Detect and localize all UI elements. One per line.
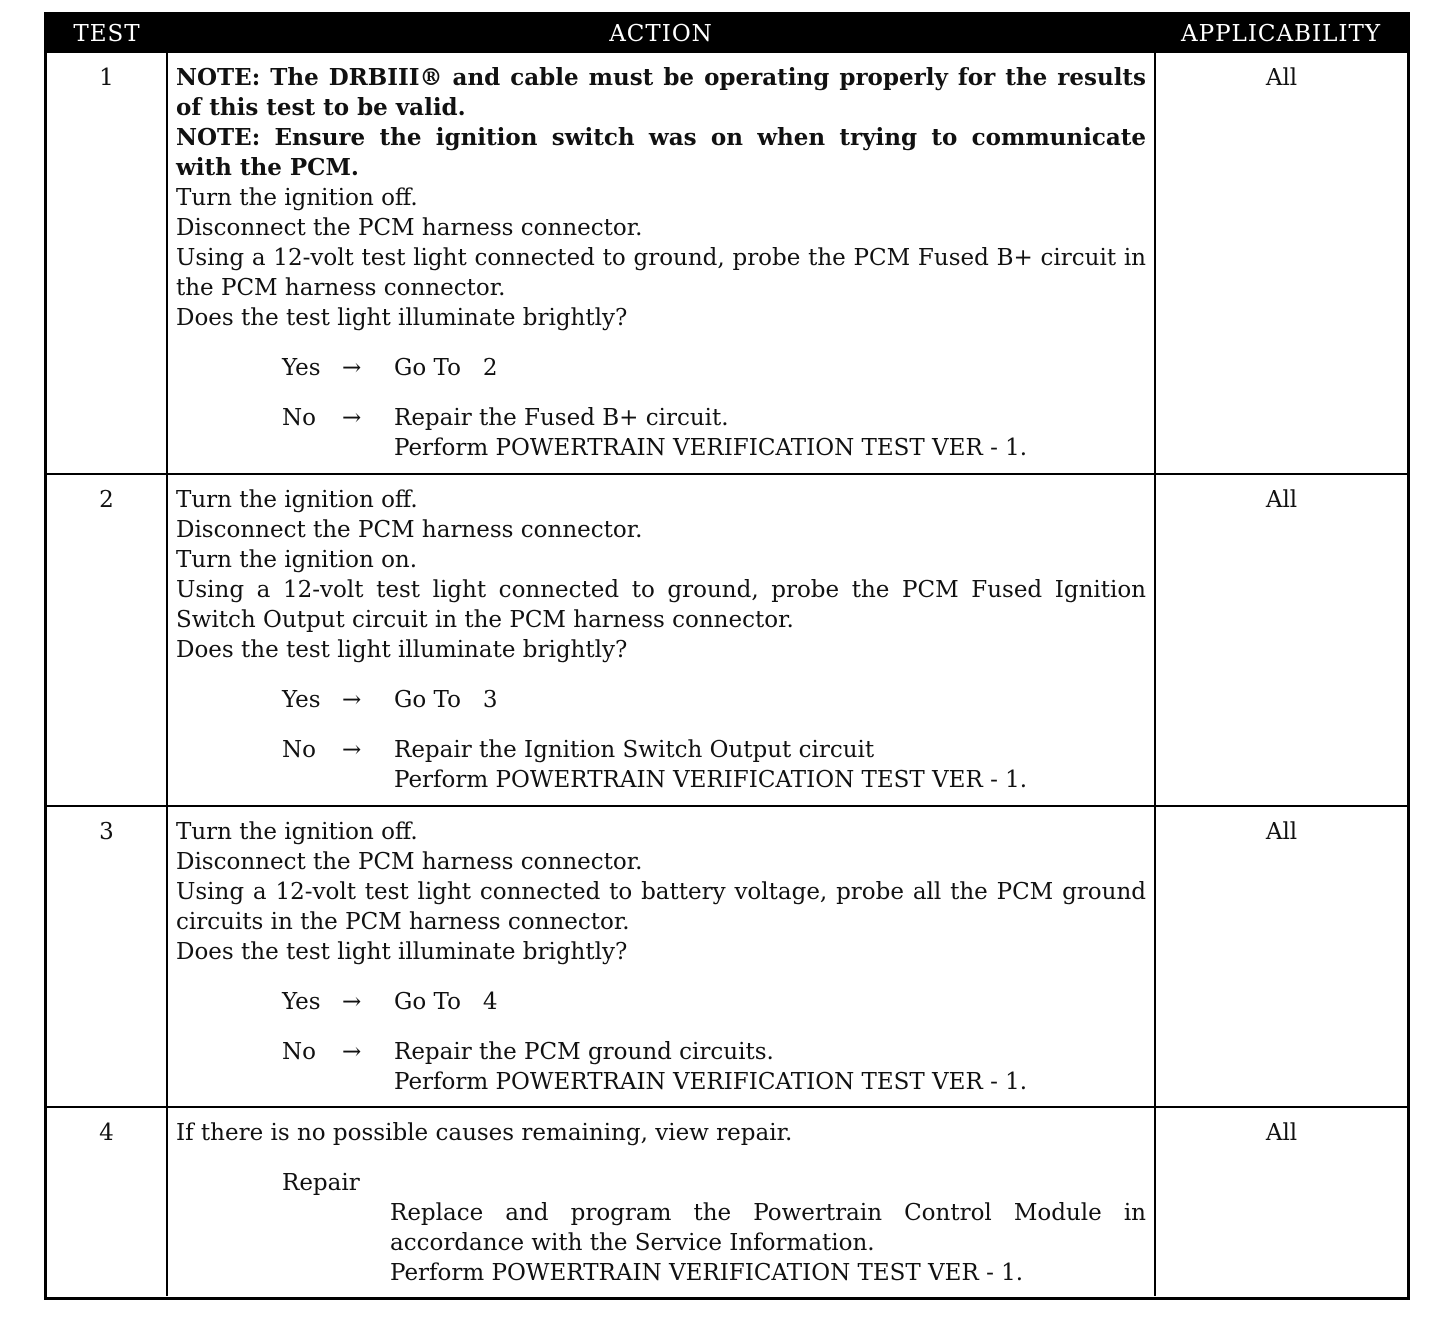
- repair-instruction: Replace and program the Powertrain Control Module in accordance with the Service Information.: [390, 1200, 1146, 1256]
- header-test: TEST: [47, 15, 167, 53]
- arrow-icon: →: [342, 1039, 362, 1065]
- yes-outcome: Go To 4: [394, 989, 498, 1015]
- step-text: If there is no possible causes remaining, view repair.: [176, 1120, 793, 1146]
- arrow-icon: →: [342, 989, 362, 1015]
- step-text: Using a 12-volt test light connected to ground, probe the PCM Fused Ignition Switch Output circuit in the PCM harness connector.: [176, 577, 1146, 633]
- diagnostic-table: [47, 15, 1407, 1296]
- applicability-value: All: [1155, 53, 1407, 474]
- verification-step: Perform POWERTRAIN VERIFICATION TEST VER - 1.: [394, 767, 1028, 793]
- test-number: 1: [47, 53, 167, 474]
- yes-response: [176, 987, 1146, 1017]
- test-number: 3: [47, 806, 167, 1107]
- step-text: Using a 12-volt test light connected to ground, probe the PCM Fused B+ circuit in the PCM harness connector.: [176, 245, 1146, 301]
- step-text: Disconnect the PCM harness connector.: [176, 215, 643, 241]
- test-number: 2: [47, 474, 167, 806]
- step-text: Does the test light illuminate brightly?: [176, 305, 628, 331]
- no-label: No: [282, 405, 316, 431]
- yes-response: [176, 685, 1146, 715]
- arrow-icon: →: [342, 405, 362, 431]
- step-text: Does the test light illuminate brightly?: [176, 637, 628, 663]
- test-number: 4: [47, 1107, 167, 1296]
- action-cell: [167, 53, 1155, 474]
- step-text: Using a 12-volt test light connected to battery voltage, probe all the PCM ground circuits in the PCM harness connector.: [176, 879, 1146, 935]
- step-text: Turn the ignition on.: [176, 547, 418, 573]
- table-row: [47, 474, 1407, 806]
- table-row: [47, 1107, 1407, 1296]
- yes-response: [176, 353, 1146, 383]
- header-applicability: APPLICABILITY: [1155, 15, 1407, 53]
- step-text: Turn the ignition off.: [176, 819, 418, 845]
- action-cell: [167, 1107, 1155, 1296]
- arrow-icon: →: [342, 737, 362, 763]
- no-response: [176, 1037, 1146, 1097]
- step-text: Turn the ignition off.: [176, 185, 418, 211]
- step-text: Disconnect the PCM harness connector.: [176, 517, 643, 543]
- no-outcome: Repair the Fused B+ circuit.: [394, 405, 729, 431]
- verification-step: Perform POWERTRAIN VERIFICATION TEST VER - 1.: [394, 435, 1028, 461]
- step-text: Disconnect the PCM harness connector.: [176, 849, 643, 875]
- header-action: ACTION: [167, 15, 1155, 53]
- arrow-icon: →: [342, 687, 362, 713]
- note-text: NOTE: The DRBIII® and cable must be operating properly for the results of this test to be valid.: [176, 64, 1146, 121]
- yes-label: Yes: [282, 989, 321, 1015]
- yes-outcome: Go To 2: [394, 355, 498, 381]
- action-cell: [167, 474, 1155, 806]
- repair-section: [176, 1168, 1146, 1288]
- yes-outcome: Go To 3: [394, 687, 498, 713]
- applicability-value: All: [1155, 1107, 1407, 1296]
- arrow-icon: →: [342, 355, 362, 381]
- step-text: Turn the ignition off.: [176, 487, 418, 513]
- yes-label: Yes: [282, 687, 321, 713]
- no-outcome: Repair the Ignition Switch Output circuit: [394, 737, 875, 763]
- no-response: [176, 403, 1146, 463]
- no-response: [176, 735, 1146, 795]
- no-label: No: [282, 1039, 316, 1065]
- note-text: NOTE: Ensure the ignition switch was on when trying to communicate with the PCM.: [176, 124, 1146, 181]
- action-cell: [167, 806, 1155, 1107]
- step-text: Does the test light illuminate brightly?: [176, 939, 628, 965]
- verification-step: Perform POWERTRAIN VERIFICATION TEST VER - 1.: [394, 1069, 1028, 1095]
- repair-label: Repair: [282, 1170, 360, 1196]
- no-label: No: [282, 737, 316, 763]
- no-outcome: Repair the PCM ground circuits.: [394, 1039, 774, 1065]
- applicability-value: All: [1155, 474, 1407, 806]
- table-row: [47, 806, 1407, 1107]
- applicability-value: All: [1155, 806, 1407, 1107]
- table-row: [47, 53, 1407, 474]
- table-header-row: [47, 15, 1407, 53]
- yes-label: Yes: [282, 355, 321, 381]
- verification-step: Perform POWERTRAIN VERIFICATION TEST VER - 1.: [390, 1260, 1024, 1286]
- diagnostic-table-sheet: [44, 12, 1410, 1300]
